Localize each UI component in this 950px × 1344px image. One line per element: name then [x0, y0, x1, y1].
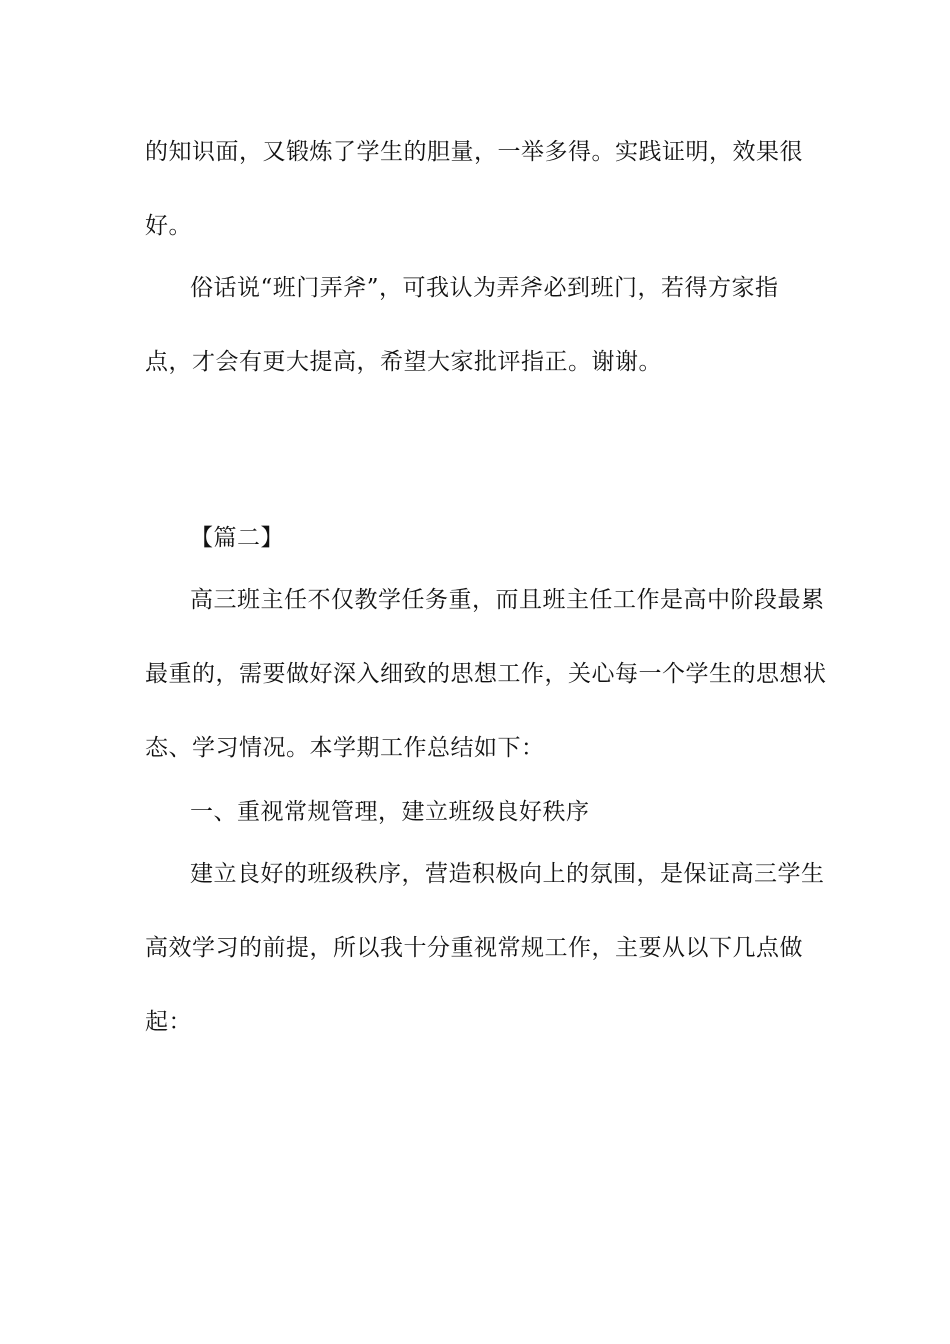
- paragraph-line: 俗话说“班门弄斧”，可我认为弄斧必到班门，若得方家指: [190, 275, 779, 301]
- paragraph-line: 高效学习的前提，所以我十分重视常规工作，主要从以下几点做: [145, 935, 803, 961]
- subsection-heading: 一、重视常规管理，建立班级良好秩序: [190, 799, 590, 825]
- paragraph-line: 的知识面，又锻炼了学生的胆量，一举多得。实践证明，效果很: [145, 139, 803, 165]
- paragraph-line: 建立良好的班级秩序，营造积极向上的氛围，是保证高三学生: [190, 861, 825, 887]
- paragraph-line: 点，才会有更大提高，希望大家批评指正。谢谢。: [145, 349, 662, 375]
- paragraph-line: 好。: [145, 213, 192, 239]
- paragraph-line: 起：: [145, 1009, 192, 1035]
- section-heading: 【篇二】: [190, 525, 284, 551]
- paragraph-line: 态、学习情况。本学期工作总结如下：: [145, 735, 545, 761]
- paragraph-line: 最重的，需要做好深入细致的思想工作，关心每一个学生的思想状: [145, 661, 827, 687]
- paragraph-line: 高三班主任不仅教学任务重，而且班主任工作是高中阶段最累: [190, 587, 825, 613]
